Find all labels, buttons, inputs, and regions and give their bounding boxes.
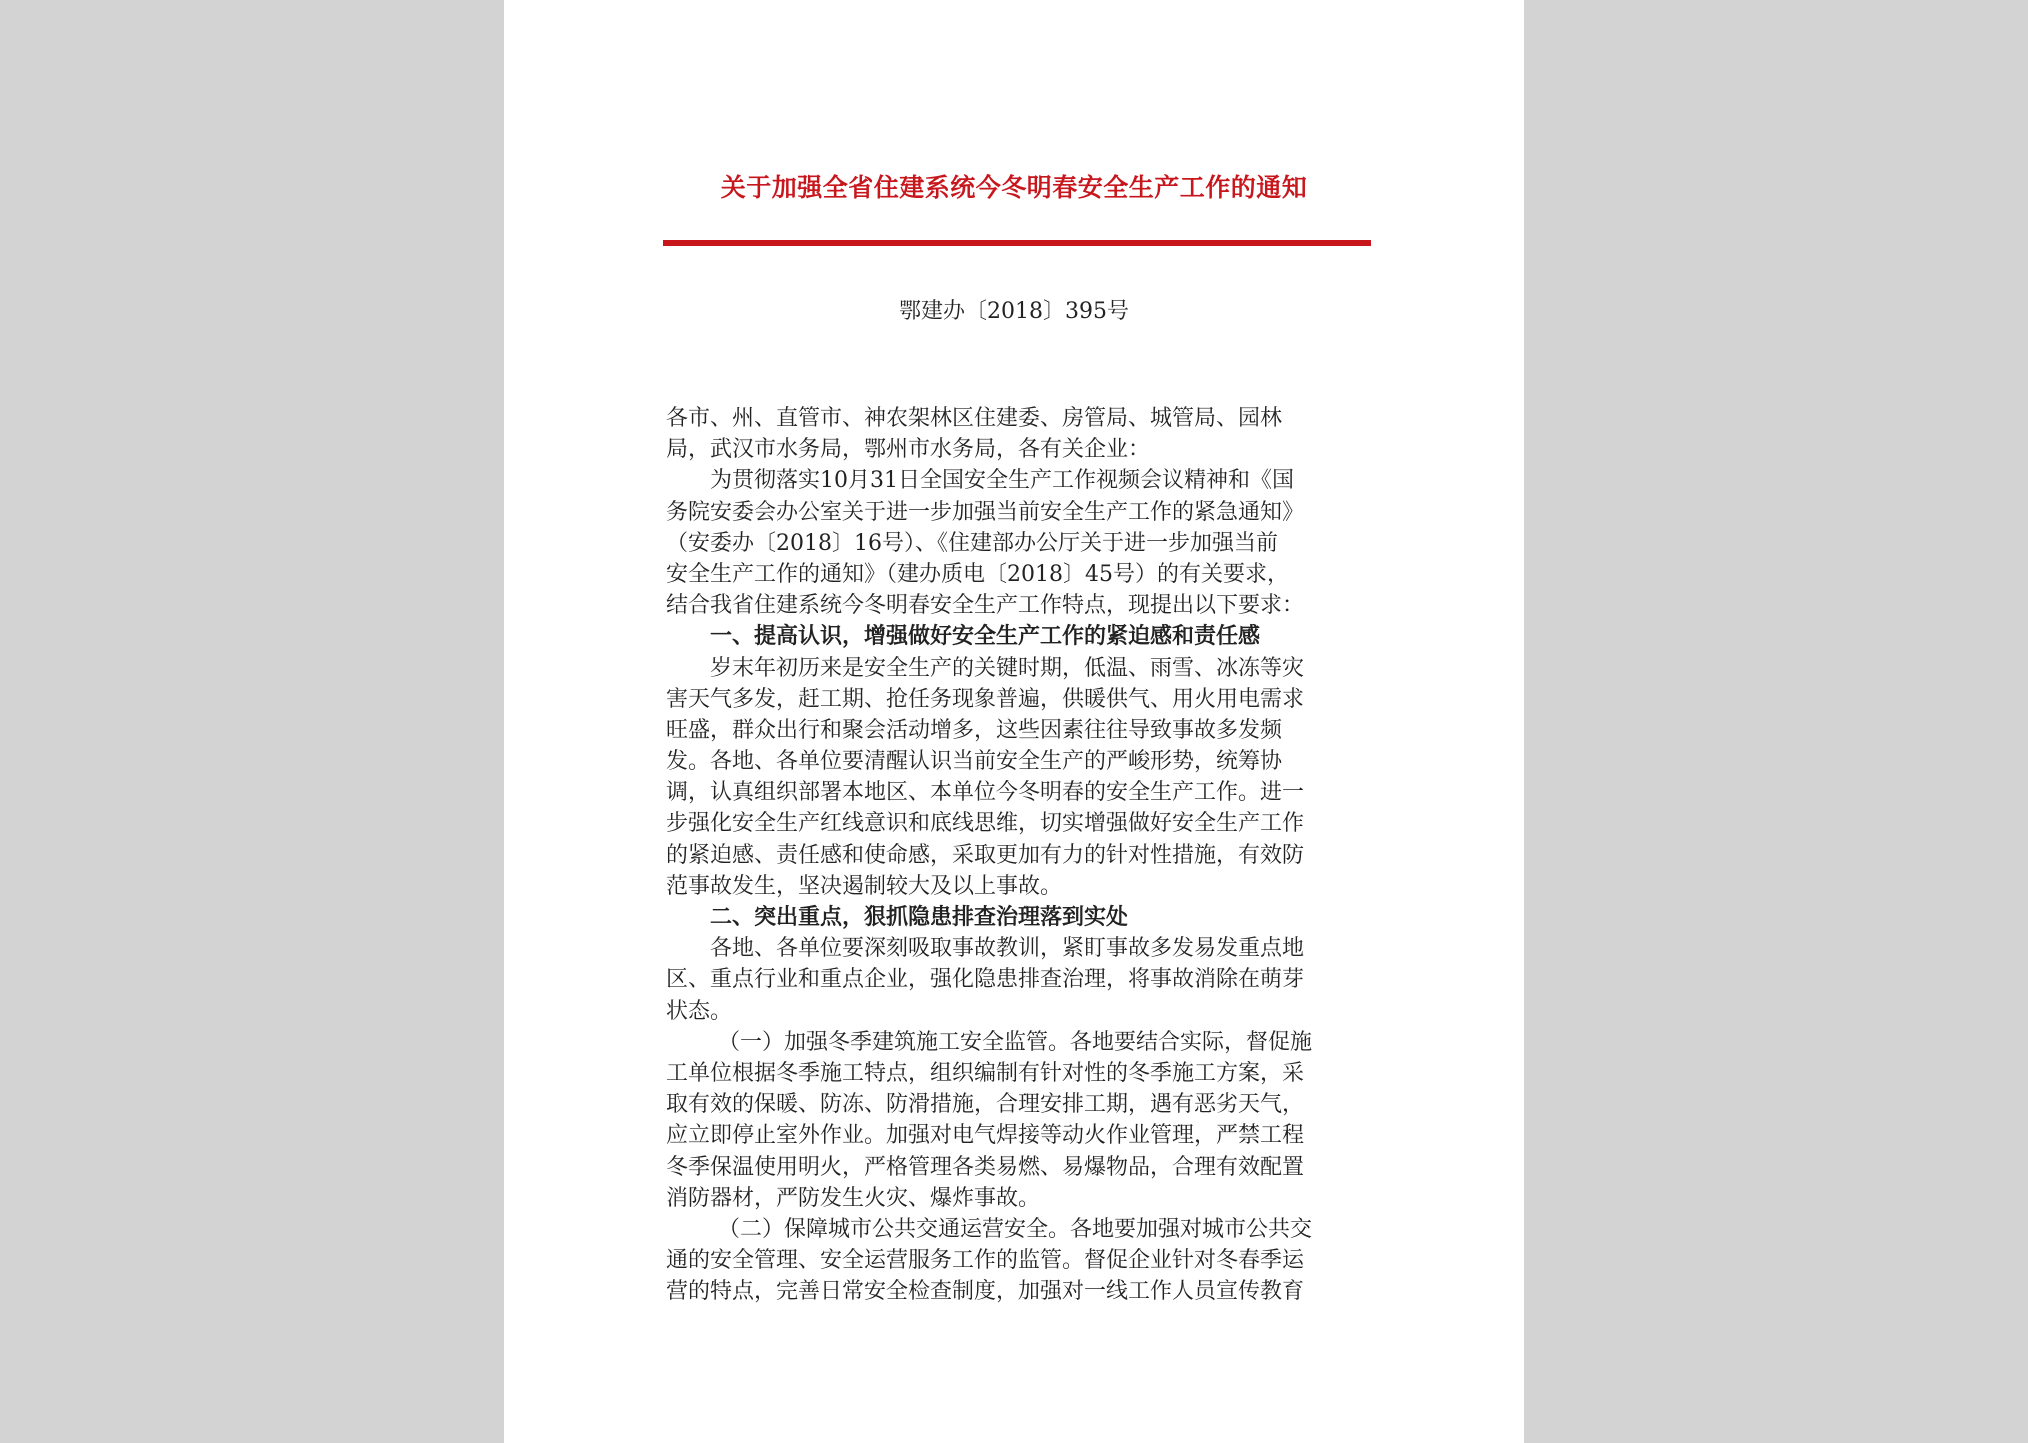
body-line: 的紧迫感、责任感和使命感，采取更加有力的针对性措施，有效防 [666, 842, 1305, 868]
section-heading: 二、突出重点，狠抓隐患排查治理落到实处 [710, 904, 1129, 930]
body-line: 旺盛，群众出行和聚会活动增多，这些因素往往导致事故多发频 [666, 717, 1283, 743]
body-line: 安全生产工作的通知》（建办质电〔2018〕45号）的有关要求， [666, 561, 1289, 587]
body-line: 步强化安全生产红线意识和底线思维，切实增强做好安全生产工作 [666, 811, 1305, 837]
section-heading: 一、提高认识，增强做好安全生产工作的紧迫感和责任感 [710, 623, 1261, 650]
body-line: 工单位根据冬季施工特点，组织编制有针对性的冬季施工方案，采 [666, 1060, 1305, 1086]
body-line: 发。各地、各单位要清醒认识当前安全生产的严峻形势，统筹协 [666, 749, 1283, 775]
body-line: 冬季保温使用明火，严格管理各类易燃、易爆物品，合理有效配置 [666, 1154, 1305, 1180]
document-page [504, 0, 1524, 1443]
body-line: 状态。 [666, 998, 733, 1024]
body-line: 区、重点行业和重点企业，强化隐患排查治理，将事故消除在萌芽 [666, 967, 1305, 993]
body-line: 应立即停止室外作业。加强对电气焊接等动火作业管理，严禁工程 [666, 1123, 1305, 1149]
red-header-rule [663, 240, 1371, 246]
body-line: 取有效的保暖、防冻、防滑措施，合理安排工期，遇有恶劣天气， [666, 1092, 1305, 1118]
body-line: 通的安全管理、安全运营服务工作的监管。督促企业针对冬春季运 [666, 1248, 1305, 1274]
document-title: 关于加强全省住建系统今冬明春安全生产工作的通知 [720, 173, 1308, 202]
body-line: 岁末年初历来是安全生产的关键时期，低温、雨雪、冰冻等灾 [710, 655, 1305, 681]
body-line: 消防器材，严防发生火灾、爆炸事故。 [666, 1185, 1041, 1211]
document-number: 鄂建办〔2018〕395号 [899, 299, 1129, 324]
body-line: （二）保障城市公共交通运营安全。各地要加强对城市公共交 [718, 1216, 1313, 1242]
body-line: 害天气多发，赶工期、抢任务现象普遍，供暖供气、用火用电需求 [666, 686, 1305, 712]
body-line: 营的特点，完善日常安全检查制度，加强对一线工作人员宣传教育 [666, 1279, 1305, 1305]
body-line: （安委办〔2018〕16号）、《住建部办公厅关于进一步加强当前 [666, 530, 1278, 556]
document-body [666, 403, 1372, 1307]
body-line: 局，武汉市水务局，鄂州市水务局，各有关企业： [666, 437, 1151, 463]
body-line: 调，认真组织部署本地区、本单位今冬明春的安全生产工作。进一 [666, 780, 1305, 806]
body-line: 各地、各单位要深刻吸取事故教训，紧盯事故多发易发重点地 [710, 936, 1305, 962]
body-line: 为贯彻落实10月31日全国安全生产工作视频会议精神和《国 [710, 468, 1294, 494]
body-line: （一）加强冬季建筑施工安全监管。各地要结合实际，督促施 [718, 1029, 1313, 1055]
body-line: 务院安委会办公室关于进一步加强当前安全生产工作的紧急通知》 [666, 499, 1305, 525]
body-line: 各市、州、直管市、神农架林区住建委、房管局、城管局、园林 [666, 406, 1283, 431]
body-line: 结合我省住建系统今冬明春安全生产工作特点，现提出以下要求： [666, 593, 1305, 619]
body-line: 范事故发生，坚决遏制较大及以上事故。 [666, 873, 1063, 899]
